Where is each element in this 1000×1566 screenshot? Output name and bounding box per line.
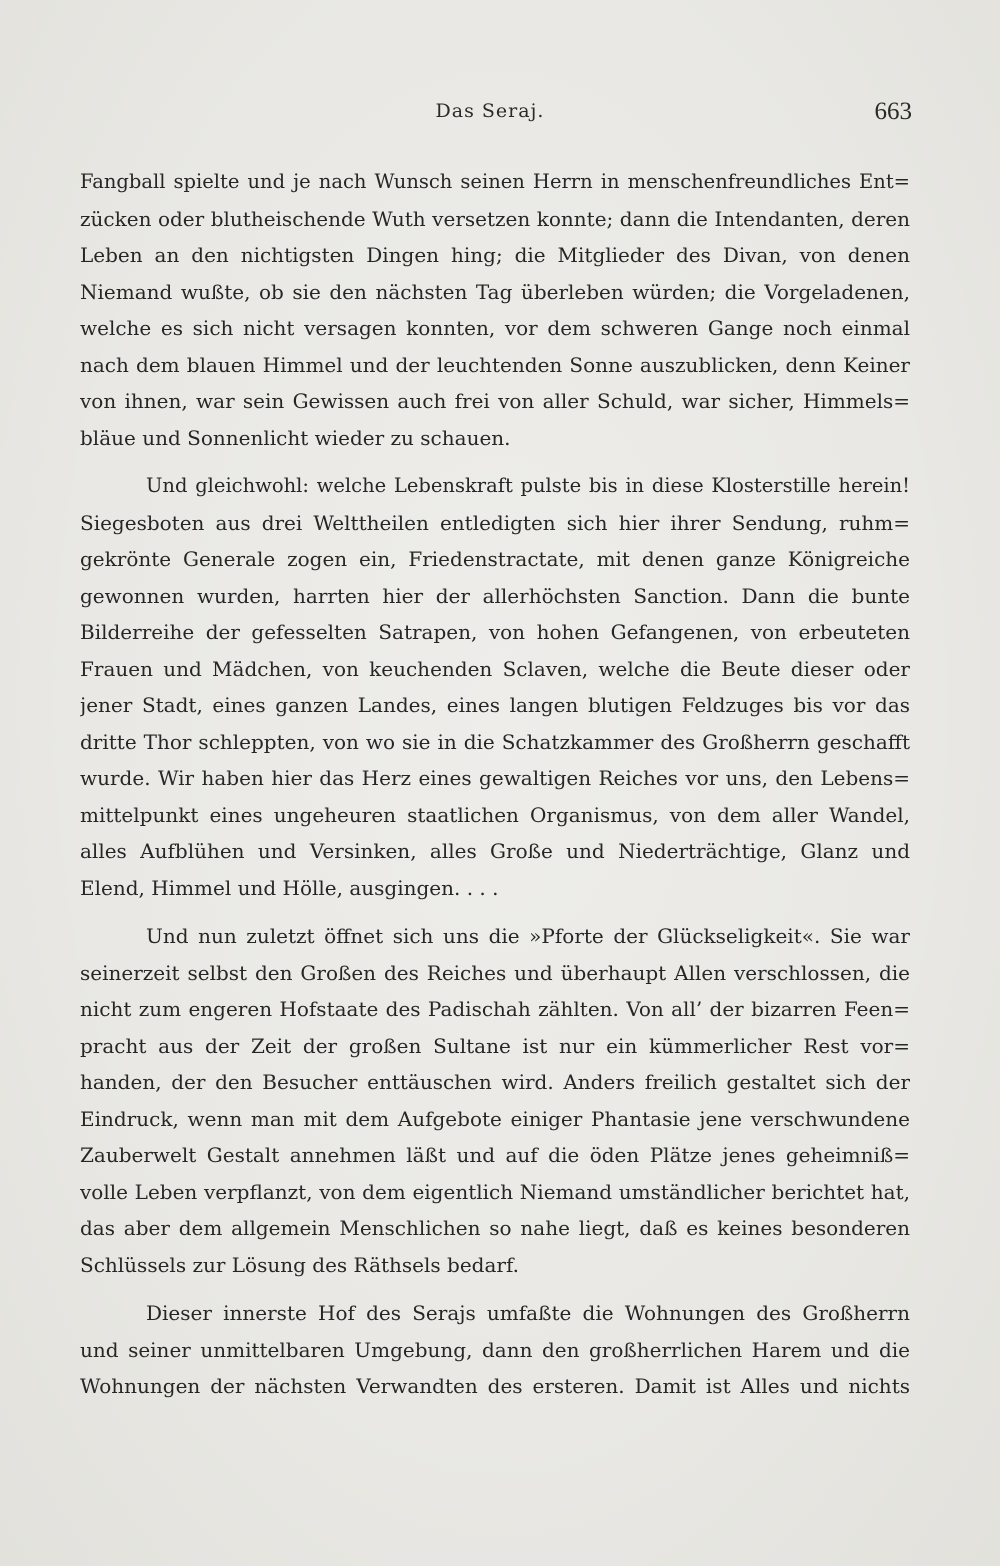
text-line: gewonnen wurden, harrten hier der allerhöchsten Sanction. Dann die bunte [80,583,910,608]
text-line: Bilderreihe der gefesselten Satrapen, von hohen Gefangenen, von erbeuteten [80,620,910,644]
page-number: 663 [874,98,912,125]
paragraph-1 [80,164,910,456]
text-line: nicht zum engeren Hofstaate des Padischah zählten. Von all’ der bizarren Feen= [80,997,910,1021]
text-line: zücken oder blutheischende Wuth versetzen konnte; dann die Intendanten, deren [80,206,910,231]
text-line: handen, der den Besucher enttäuschen wird. Anders freilich gestaltet sich der [80,1070,910,1094]
text-line: gekrönte Generale zogen ein, Friedenstractate, mit denen ganze Königreiche [80,547,910,571]
text-line: Fangball spielte und je nach Wunsch seinen Herrn in menschenfreundliches Ent= [80,170,910,193]
text-line: pracht aus der Zeit der großen Sultane ist nur ein kümmerlicher Rest vor= [80,1033,910,1058]
text-line: Leben an den nichtigsten Dingen hing; die Mitglieder des Divan, von denen [80,243,910,267]
text-line: Elend, Himmel und Hölle, ausgingen. . . . [80,875,499,900]
text-line: nach dem blauen Himmel und der leuchtenden Sonne auszublicken, denn Keiner [80,352,910,377]
paragraph-4 [80,1295,910,1405]
text-line: Und nun zuletzt öffnet sich uns die »Pforte der Glückseligkeit«. Sie war [146,924,910,948]
text-line: Dieser innerste Hof des Serajs umfaßte die Wohnungen des Großherrn [146,1301,910,1325]
text-line: das aber dem allgemein Menschlichen so nahe liegt, daß es keines besonderen [80,1216,910,1240]
text-line: Frauen und Mädchen, von keuchenden Sclaven, welche die Beute dieser oder [80,656,910,681]
running-title: Das Seraj. [435,100,545,122]
paragraph-2 [80,468,910,906]
text-line: bläue und Sonnenlicht wieder zu schauen. [80,425,511,450]
text-line: wurde. Wir haben hier das Herz eines gewaltigen Reiches vor uns, den Lebens= [80,766,910,790]
text-line: Siegesboten aus drei Welttheilen entledigten sich hier ihrer Sendung, ruhm= [80,510,910,535]
text-line: Eindruck, wenn man mit dem Aufgebote einiger Phantasie jene verschwundene [80,1106,910,1131]
text-line: und seiner unmittelbaren Umgebung, dann den großherrlichen Harem und die [80,1337,910,1362]
running-head [0,100,1000,130]
text-line: jener Stadt, eines ganzen Landes, eines langen blutigen Feldzuges bis vor das [80,693,910,717]
text-line: alles Aufblühen und Versinken, alles Große und Niederträchtige, Glanz und [80,839,910,863]
text-line: seinerzeit selbst den Großen des Reiches und überhaupt Allen verschlossen, die [80,960,910,985]
text-line: welche es sich nicht versagen konnten, vor dem schweren Gange noch einmal [80,316,910,340]
text-line: von ihnen, war sein Gewissen auch frei von aller Schuld, war sicher, Himmels= [80,389,910,413]
text-line: Zauberwelt Gestalt annehmen läßt und auf die öden Plätze jenes geheimniß= [80,1143,910,1167]
text-line: Schlüssels zur Lösung des Räthsels bedarf. [80,1252,519,1277]
text-line: Und gleichwohl: welche Lebenskraft pulste bis in diese Klosterstille herein! [146,474,910,497]
text-line: Niemand wußte, ob sie den nächsten Tag überleben würden; die Vorgeladenen, [80,279,910,304]
text-line: volle Leben verpflanzt, von dem eigentlich Niemand umständlicher berichtet hat, [80,1179,910,1204]
text-line: Wohnungen der nächsten Verwandten des ersteren. Damit ist Alles und nichts [80,1374,910,1398]
text-line: dritte Thor schleppten, von wo sie in die Schatzkammer des Großherrn geschafft [80,729,910,754]
body-text [80,164,910,1417]
text-line: mittelpunkt eines ungeheuren staatlichen Organismus, von dem aller Wandel, [80,802,910,827]
paragraph-3 [80,918,910,1283]
